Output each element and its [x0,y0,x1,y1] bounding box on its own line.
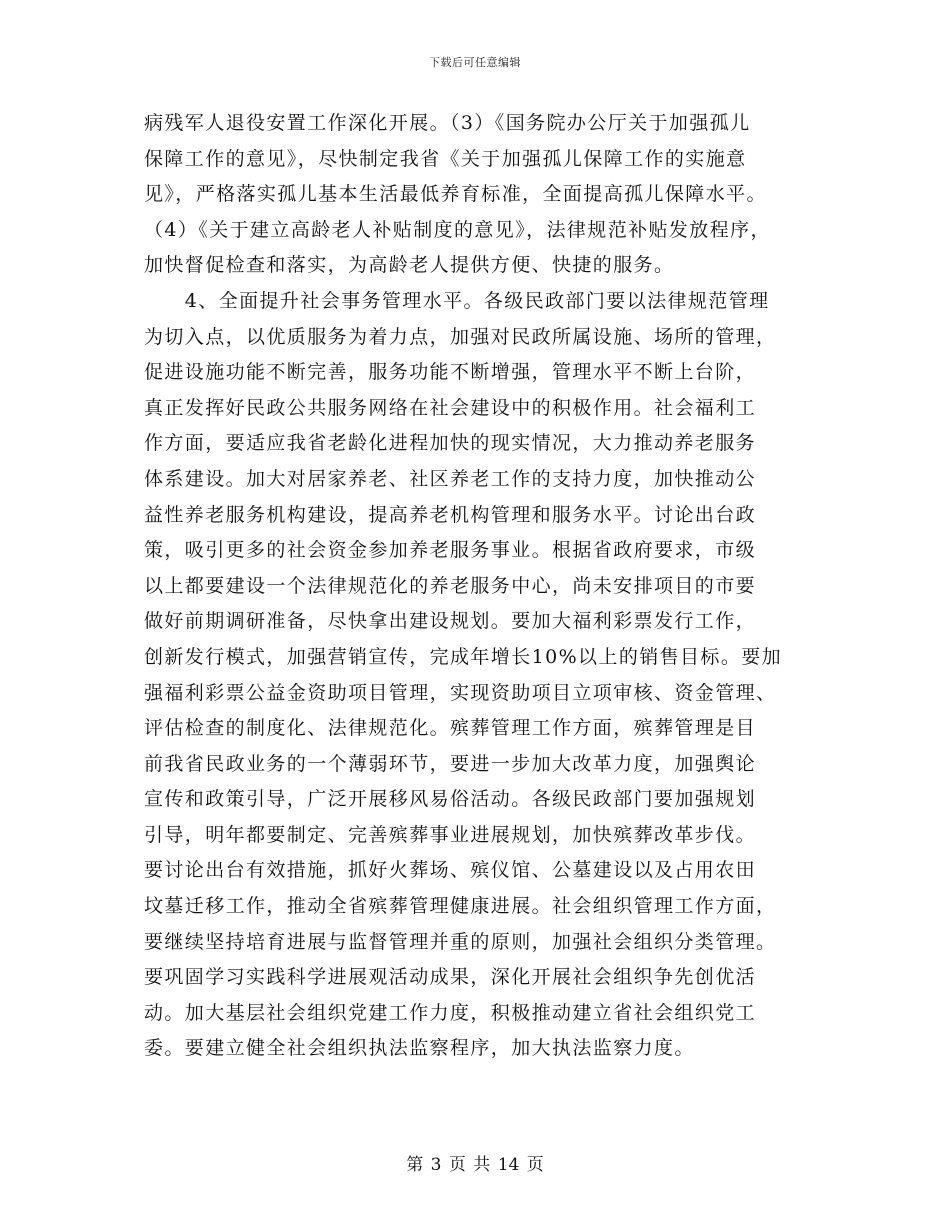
text-line: 促进设施功能不断完善，服务功能不断增强，管理水平不断上台阶， [144,361,757,384]
text-line: 作方面，要适应我省老龄化进程加快的现实情况，大力推动养老服务 [144,432,757,455]
text-line: 以上都要建设一个法律规范化的养老服务中心，尚未安排项目的市要 [144,574,757,597]
text-line: 要讨论出台有效措施，抓好火葬场、殡仪馆、公墓建设以及占用农田 [144,859,757,882]
text-line: 体系建设。加大对居家养老、社区养老工作的支持力度，加快推动公 [144,467,757,490]
text-line: 保障工作的意见》，尽快制定我省《关于加强孤儿保障工作的实施意 [144,147,747,170]
text-line: 前我省民政业务的一个薄弱环节，要进一步加大改革力度，加强舆论 [144,752,757,775]
page-footer: 第 3 页 共 14 页 [406,1155,544,1175]
text-line: 做好前期调研准备，尽快拿出建设规划。要加大福利彩票发行工作， [144,610,757,633]
text-line: 益性养老服务机构建设，提高养老机构管理和服务水平。讨论出台政 [144,503,757,526]
page-header: 下载后可任意编辑 [429,56,521,69]
document-body [144,106,824,1067]
text-line: 见》，严格落实孤儿基本生活最低养育标准，全面提高孤儿保障水平。 [144,183,767,206]
text-line: 宣传和政策引导，广泛开展移风易俗活动。各级民政部门要加强规划 [144,788,757,811]
text-line: 真正发挥好民政公共服务网络在社会建设中的积极作用。社会福利工 [144,396,757,419]
text-line: 策，吸引更多的社会资金参加养老服务事业。根据省政府要求，市级 [144,539,757,562]
text-line: 强福利彩票公益金资助项目管理，实现资助项目立项审核、资金管理、 [144,681,777,704]
text-line: 坟墓迁移工作，推动全省殡葬管理健康进展。社会组织管理工作方面， [144,895,777,918]
text-line: 要巩固学习实践科学进展观活动成果，深化开展社会组织争先创优活 [144,966,757,989]
text-line: 要继续坚持培育进展与监督管理并重的原则，加强社会组织分类管理。 [144,930,777,953]
text-line: 评估检查的制度化、法律规范化。殡葬管理工作方面，殡葬管理是目 [144,717,757,740]
text-line: 动。加大基层社会组织党建工作力度，积极推动建立省社会组织党工 [144,1001,757,1024]
paragraph-start-line: 4、全面提升社会事务管理水平。各级民政部门要以法律规范管理 [144,289,770,312]
text-line: 引导，明年都要制定、完善殡葬事业进展规划，加快殡葬改革步伐。 [144,823,757,846]
text-line: 病残军人退役安置工作深化开展。（3）《国务院办公厅关于加强孤儿 [144,112,751,134]
text-line: 加快督促检查和落实，为高龄老人提供方便、快捷的服务。 [144,254,675,277]
text-line: 创新发行模式，加强营销宣传，完成年增长10%以上的销售目标。要加 [144,645,783,668]
text-line: （4）《关于建立高龄老人补贴制度的意见》，法律规范补贴发放程序， [144,218,771,241]
text-line: 委。要建立健全社会组织执法监察程序，加大执法监察力度。 [144,1037,695,1060]
text-line: 为切入点，以优质服务为着力点，加强对民政所属设施、场所的管理， [144,325,777,348]
